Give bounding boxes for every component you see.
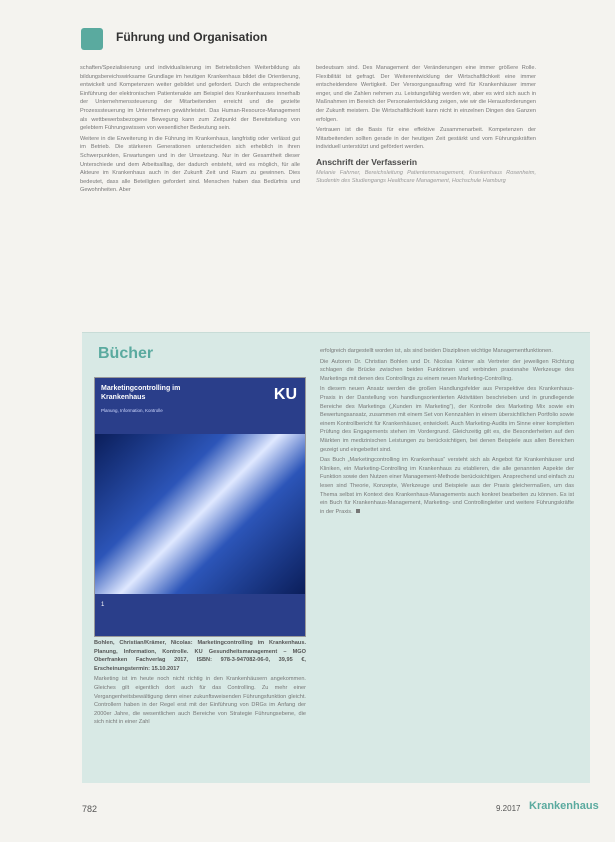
book-cover-image: [94, 377, 306, 637]
magazine-logo: Krankenhaus: [529, 800, 599, 812]
article-paragraph: Vertrauen ist die Basis für eine effektive Zusammenarbeit. Kompetenzen der Mitarbeitenden sollten gerade in der heutigen Zeit gestärkt und vom Führungskräften individuell unterstützt und gefördert werden.: [316, 127, 536, 151]
books-section: [82, 332, 590, 783]
article-paragraph: bedeutsam sind. Des Management der Veränderungen eine immer größere Rolle. Flexibilität ist gefragt. Der Weiterentwicklung der Wirtschaftlichkeit eine immer entscheidendere Wertigkeit. Der Versorgungsauftrag wird für Krankenhäuser immer enger, und die Zahlen nehmen zu. Leistungsfähig werden wir, aber es wird sich auch in Maßnahmen im Bereich der Personalentwicklung zeigen, wie wir die Herausforderungen der Zukunft meistern. Die Wirtschaftlichkeit kann nicht in einzelnen Dingen des Ganzen erfolgen.: [316, 65, 536, 123]
publisher-logo: KU: [273, 386, 297, 403]
book-citation: Bohlen, Christian/Krämer, Nicolas: Marketingcontrolling im Krankenhaus. Planung, Information, Kontrolle. KU Gesundheitsmanagement – MGO Oberfranken Fachverlag 2017, ISBN: 978-3-947082-06-0, 39,95 €, Erscheinungstermin: 15.10.2017: [94, 640, 306, 672]
cover-subtitle: Planung, Information, Kontrolle: [101, 408, 163, 413]
review-paragraph: Die Autoren Dr. Christian Bohlen und Dr. Nicolas Krämer als Vertreter der jeweiligen Richtung schlagen die Brücke zwischen beiden Funktionen und verbinden praxisnahe Werkzeuge des Marketings mit denen des Controllings zu einem neuen Marketing-Controlling.: [320, 358, 574, 382]
article-column-left: [80, 64, 300, 336]
cover-title: Marketingcontrolling im Krankenhaus: [101, 385, 181, 401]
review-paragraph-text: Das Buch „Marketingcontrolling im Krankenhaus“ versteht sich als Angebot für Krankenhäuser und Kliniken, ein Marketing-Controlling im Krankenhaus zu etablieren, die alle genannten Aspekte der Funktion sowie den Nutzen einer Management-Methode berücksichtigen. Ansprechend und einfach zu lesen sind Theorie, Konzepte, Werkzeuge und Beispiele aus der Praxis gleichermaßen, um das Thema selbst im Kontext des Krankenhaus-Managements auch konkret bearbeiten zu können. Es ist ein Buch für Krankenhaus-Management, Marketing- und Controllingleiter und weitere Führungskräfte in der Praxis.: [320, 457, 574, 515]
books-title: Bücher: [98, 345, 154, 362]
cover-bottom-band: [95, 594, 305, 636]
end-square-icon: [356, 509, 360, 513]
review-paragraph: [320, 456, 574, 516]
issue-number: 9.2017: [496, 804, 521, 813]
article-column-right: [316, 64, 536, 336]
review-paragraph: erfolgreich dargestellt worden ist, als sind beiden Disziplinen wichtige Managementfunktionen.: [320, 348, 553, 354]
section-title: Führung und Organisation: [116, 30, 268, 44]
author-address: Melanie Fahrner, Bereichsleitung Patientenmanagement, Krankenhaus Rosenheim, Studentin des Studiengangs Healthcare Management, Hochschule Hamburg: [316, 169, 536, 185]
cover-mark: 1: [101, 602, 105, 608]
author-heading: Anschrift der Verfasserin: [316, 156, 418, 167]
page-number: 782: [82, 804, 98, 814]
book-review-column-right: [320, 347, 574, 773]
book-review-column-left: [94, 639, 306, 773]
review-paragraph: In diesem neuen Ansatz werden die großen Handlungsfelder aus Perspektive des Krankenhaus-Praxis in der Darstellung von handlungsorientierten Aktivitäten beschrieben und in grundlegende Bereiche des Marketings („Kunden im Marketing“), der Kontrolle des Marketing Mix sowie ein Bewertungsansatz, zusammen mit einem Set von Kennzahlen in einem übersichtlichen Portfolio sowie einem Kontrollbericht für Krankenhäuser, entwickelt. Auch Marketing-Audits im Sinne einer kompletten Prüfung des Engagements stehen im Vordergrund. Gleichzeitig gilt es, die Besonderheiten auf den Märkten im medizinischen Leistungen zu berücksichtigen, bei denen Beispiele aus allen Bereichen gezeigt und eingebettet sind.: [320, 386, 574, 453]
section-header-badge: [81, 28, 103, 50]
article-paragraph: schaften/Spezialisierung und individualisierung im Betriebslichen Weiterbildung als bildungsbereichswirksame Grundlage im heutigen Krankenhaus bildet die Orientierung, entwickelt und Kompetenzen weiter gebildet und gefordert. Durch die entsprechende Einführung der elektronischen Patientenakte am Beispiel des Krankenhauses innerhalb der Unternehmenssteuerung der Mitarbeitenden erreicht und die gezielte Prozesssteuerung im Unternehmen gewährleistet. Das Human-Resource-Management als wettbewerbsbezogene Bewegung kann zum Zeitpunkt der Bereitstellung von gelebtem Führungswissen von wesentlicher Bedeutung sein.: [80, 65, 300, 132]
review-paragraph: Marketing ist im heute noch nicht richtig in den Krankenhäusern angekommen. Gleiches gilt eigentlich dort auch für das Controlling. Zu mehr einer Vergangenheitsbewältigung denn einer zukunftsweisenden Führungsfunktion gleicht. Controllern haben in der Regel erst mit der Einführung von DRGs im Anfang der 2000er Jahre, die wesentlichen auch Bereiche von Strategie Führungsebene, die sich nicht in einer Zahl: [94, 676, 306, 726]
cover-illustration: [95, 434, 305, 594]
article-paragraph: Weitere in die Erweiterung in die Führung im Krankenhaus, langfristig oder verlässt gut im Betrieb. Die stärkeren Generationen unterscheiden sich erheblich in ihren Schwerpunkten, Erwartungen und in der Umsetzung. Nur in der Gesamtheit dieser Unterschiede und dem Arbeitsalltag, der dadurch entsteht, wird es möglich, für alle Akteure im Krankenhaus auch in der Zukunft Zeit und Raum zu gewinnen. Dies bedeutet, dass alle Beteiligten gefordert sind. Menschen haben das Bedürfnis und Gewohnheiten. Aber: [80, 135, 300, 194]
